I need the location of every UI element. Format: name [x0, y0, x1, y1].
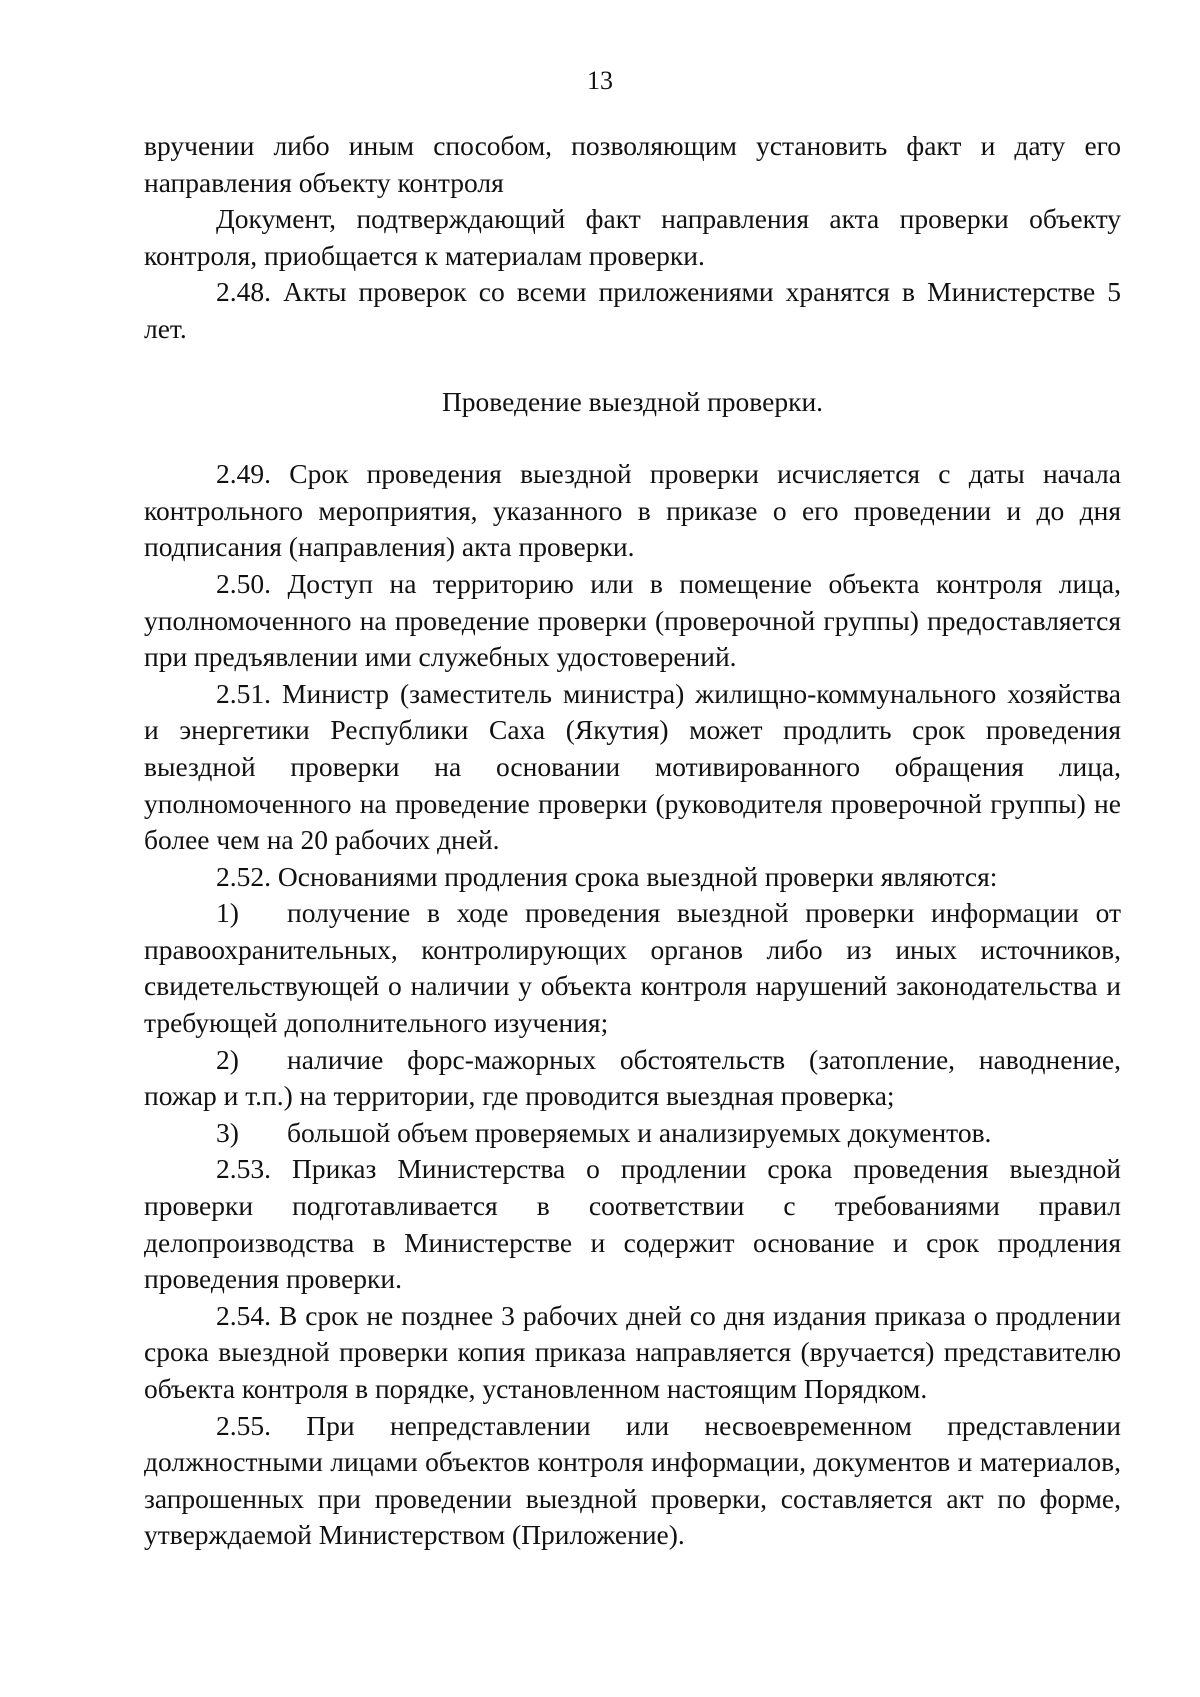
list-item-number: 1)	[216, 897, 239, 929]
section-heading: Проведение выездной проверки.	[441, 385, 824, 417]
document-body	[144, 128, 1121, 1554]
list-item-text: наличие форс-мажорных обстоятельств (затопление, наводнение, пожар и т.п.) на территории, где проводится выездная проверка;	[144, 1043, 1121, 1112]
paragraph: Документ, подтверждающий факт направления акта проверки объекту контроля, приобщается к материалам проверки.	[144, 203, 1121, 271]
paragraph-2-54: 2.54. В срок не позднее 3 рабочих дней со дня издания приказа о продлении срока выездной проверки копия приказа направляется (вручается) представителю объекта контроля в порядке, установленном настоящим Порядком.	[144, 1299, 1121, 1404]
page-number: 13	[587, 66, 613, 95]
list-item-number: 2)	[216, 1043, 239, 1075]
list-item-text: получение в ходе проведения выездной проверки информации от правоохранительных, контролирующих органов либо из иных источников, свидетельствующей о наличии у объекта контроля нарушений законодательства и требующей дополнительного изучения;	[144, 897, 1121, 1039]
list-item-number: 3)	[216, 1116, 239, 1148]
paragraph-2-51: 2.51. Министр (заместитель министра) жилищно-коммунального хозяйства и энергетики Республики Саха (Якутия) может продлить срок проведения выездной проверки на основании мотивированного обращения лица, уполномоченного на проведение проверки (руководителя проверочной группы) не более чем на 20 рабочих дней.	[144, 677, 1121, 856]
list-item-text: большой объем проверяемых и анализируемых документов.	[287, 1116, 992, 1148]
paragraph-2-49: 2.49. Срок проведения выездной проверки исчисляется с даты начала контрольного мероприятия, указанного в приказе о его проведении и до дня подписания (направления) акта проверки.	[144, 458, 1121, 563]
paragraph-continuation: вручении либо иным способом, позволяющим установить факт и дату его направления объекту контроля	[144, 130, 1121, 198]
list-item	[144, 895, 1121, 1041]
list-item	[144, 1115, 1121, 1152]
paragraph-2-48: 2.48. Акты проверок со всеми приложениями хранятся в Министерстве 5 лет.	[144, 276, 1121, 344]
paragraph-2-50: 2.50. Доступ на территорию или в помещение объекта контроля лица, уполномоченного на проведение проверки (проверочной группы) предоставляется при предъявлении ими служебных удостоверений.	[144, 567, 1121, 673]
paragraph-2-53: 2.53. Приказ Министерства о продлении срока проведения выездной проверки подготавливается в соответствии с требованиями правил делопроизводства в Министерстве и содержит основание и срок продления проведения проверки.	[144, 1153, 1121, 1295]
paragraph-2-55: 2.55. При непредставлении или несвоевременном представлении должностными лицами объектов контроля информации, документов и материалов, запрошенных при проведении выездной проверки, составляется акт по форме, утверждаемой Министерством (Приложение).	[144, 1409, 1121, 1551]
paragraph-2-52: 2.52. Основаниями продления срока выездной проверки являются:	[216, 860, 998, 892]
list-item	[144, 1042, 1121, 1115]
